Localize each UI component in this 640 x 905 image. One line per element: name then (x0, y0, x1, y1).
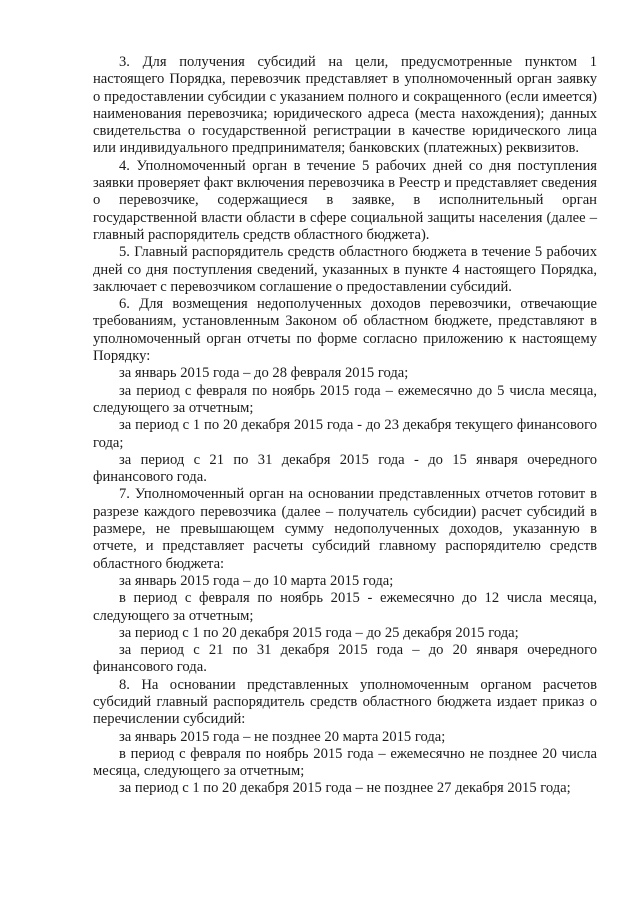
paragraph-4: 4. Уполномоченный орган в течение 5 рабочих дней со дня поступления заявки проверяет факт включения перевозчика в Реестр и представляет сведения о перевозчике, содержащиеся в заявке, в исполнительный орган государственной власти области в сфере социальной защиты населения (далее – главный распорядитель средств областного бюджета). (93, 157, 597, 243)
paragraph-7: 7. Уполномоченный орган на основании представленных отчетов готовит в разрезе каждого перевозчика (далее – получатель субсидии) расчет субсидий в размере, не превышающем сумму недополученных доходов, указанную в отчете, и представляет расчеты субсидий главному распорядителю средств областного бюджета: (93, 486, 597, 572)
paragraph-6-item-2: за период с февраля по ноябрь 2015 года – ежемесячно до 5 числа месяца, следующего за отчетным; (93, 382, 597, 416)
document-page (93, 54, 597, 798)
paragraph-6-item-1: за январь 2015 года – до 28 февраля 2015 года; (119, 365, 409, 382)
paragraph-6: 6. Для возмещения недополученных доходов перевозчики, отвечающие требованиям, установленным Законом об областном бюджете, представляют в уполномоченный орган отчеты по форме согласно приложению к настоящему Порядку: (93, 296, 597, 365)
paragraph-8-item-3: за период с 1 по 20 декабря 2015 года – не позднее 27 декабря 2015 года; (119, 780, 571, 797)
paragraph-6-item-3: за период с 1 по 20 декабря 2015 года - до 23 декабря текущего финансового года; (93, 417, 597, 451)
paragraph-5: 5. Главный распорядитель средств областного бюджета в течение 5 рабочих дней со дня поступления сведений, указанных в пункте 4 настоящего Порядка, заключает с перевозчиком соглашение о предоставлении субсидий. (93, 244, 597, 295)
paragraph-7-item-3: за период с 1 по 20 декабря 2015 года – до 25 декабря 2015 года; (119, 624, 519, 641)
paragraph-7-item-2: в период с февраля по ноябрь 2015 - ежемесячно до 12 числа месяца, следующего за отчетным; (93, 590, 597, 624)
paragraph-8-item-1: за январь 2015 года – не позднее 20 марта 2015 года; (119, 728, 446, 745)
paragraph-3: 3. Для получения субсидий на цели, предусмотренные пунктом 1 настоящего Порядка, перевозчик представляет в уполномоченный орган заявку о предоставлении субсидии с указанием полного и сокращенного (если имеется) наименования перевозчика; юридического адреса (места нахождения); данных свидетельства о государственной регистрации в качестве юридического лица или индивидуального предпринимателя; банковских (платежных) реквизитов. (93, 54, 597, 157)
paragraph-6-item-4: за период с 21 по 31 декабря 2015 года - до 15 января очередного финансового года. (93, 451, 597, 486)
paragraph-7-item-4: за период с 21 по 31 декабря 2015 года – до 20 января очередного финансового года. (93, 642, 597, 676)
paragraph-8-item-2: в период с февраля по ноябрь 2015 года – ежемесячно не позднее 20 числа месяца, следующего за отчетным; (93, 745, 597, 780)
paragraph-7-item-1: за январь 2015 года – до 10 марта 2015 года; (119, 572, 394, 589)
paragraph-8: 8. На основании представленных уполномоченным органом расчетов субсидий главный распорядитель средств областного бюджета издает приказ о перечислении субсидий: (93, 676, 597, 728)
